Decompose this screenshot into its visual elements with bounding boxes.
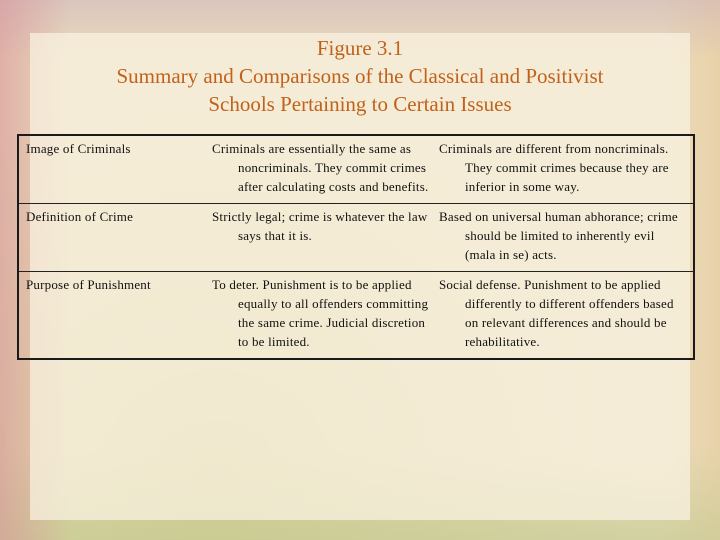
row-label: Image of Criminals: [26, 141, 131, 156]
positivist-cell: Based on universal human abhorance; crime should be limited to inherently evil (mala in se) acts.: [439, 204, 694, 272]
row-label: Purpose of Punishment: [18, 272, 212, 360]
figure-caption-line-2: Schools Pertaining to Certain Issues: [208, 92, 512, 116]
comparison-table: [17, 134, 695, 360]
classical-cell: Strictly legal; crime is whatever the law says that it is.: [212, 204, 439, 272]
positivist-cell: Social defense. Punishment to be applied differently to different offenders based on relevant differences and should be rehabilitative.: [439, 272, 694, 360]
table-row: [18, 272, 694, 360]
classical-cell: To deter. Punishment is to be applied equally to all offenders committing the same crime. Judicial discretion to be limited.: [212, 272, 439, 360]
figure-caption-line-1: Summary and Comparisons of the Classical and Positivist: [116, 64, 604, 88]
table-row: [18, 135, 694, 204]
figure-title: [0, 34, 720, 118]
classical-cell: Criminals are essentially the same as noncriminals. They commit crimes after calculating costs and benefits.: [212, 141, 429, 194]
positivist-cell: Criminals are different from noncriminals. They commit crimes because they are inferior in some way.: [439, 141, 669, 194]
figure-number: Figure 3.1: [316, 36, 404, 60]
table-row: [18, 204, 694, 272]
row-label: Definition of Crime: [18, 204, 212, 272]
